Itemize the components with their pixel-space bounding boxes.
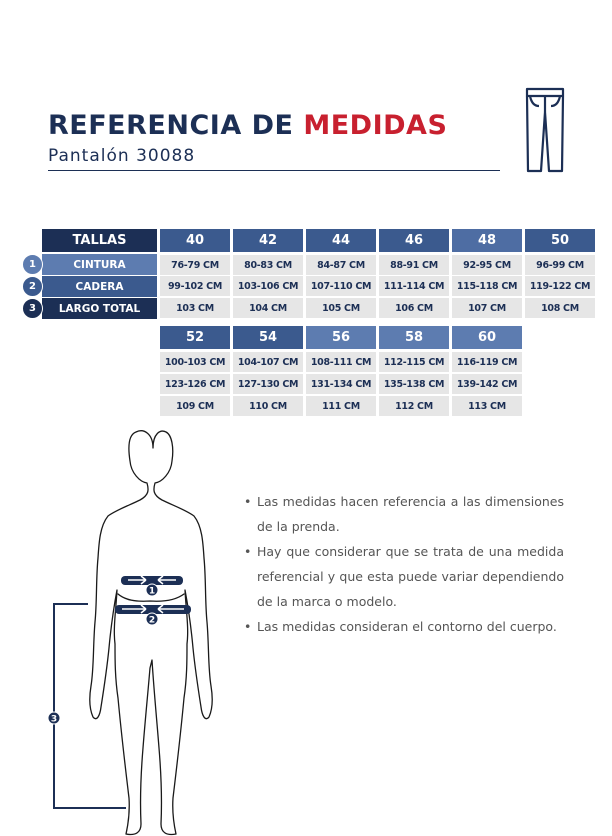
size-cell-cadera: 135-138 CM (379, 374, 449, 394)
size-cell-largo: 108 CM (525, 298, 595, 318)
size-cell-cadera: 119-122 CM (525, 276, 595, 296)
title-part-1: REFERENCIA DE (48, 110, 294, 141)
size-cell-cintura: 100-103 CM (160, 352, 230, 372)
size-header: 58 (379, 326, 449, 349)
size-header: 52 (160, 326, 230, 349)
measurement-notes (244, 489, 564, 639)
size-cell-largo: 107 CM (452, 298, 522, 318)
note-item: • Las medidas consideran el contorno del cuerpo. (244, 619, 557, 634)
size-cell-cadera: 103-106 CM (233, 276, 303, 296)
size-header: 44 (306, 229, 376, 252)
page-subtitle: Pantalón 30088 (48, 146, 196, 166)
size-cell-cadera: 107-110 CM (306, 276, 376, 296)
size-cell-largo: 110 CM (233, 396, 303, 416)
marker-waist-label: 1 (148, 586, 156, 597)
body-outline (90, 431, 213, 835)
size-header: 48 (452, 229, 522, 252)
size-header: 60 (452, 326, 522, 349)
note-item: • Las medidas hacen referencia a las dimensiones de la prenda. (244, 494, 564, 534)
size-header: 46 (379, 229, 449, 252)
size-cell-largo: 105 CM (306, 298, 376, 318)
size-cell-cintura: 84-87 CM (306, 255, 376, 275)
size-header: 54 (233, 326, 303, 349)
row-number-badge: 3 (22, 298, 43, 319)
size-cell-cadera: 139-142 CM (452, 374, 522, 394)
size-cell-largo: 112 CM (379, 396, 449, 416)
note-item: • Hay que considerar que se trata de una medida referencial y que esta puede variar dependiendo de la marca o modelo. (244, 544, 564, 609)
size-cell-cintura: 80-83 CM (233, 255, 303, 275)
size-cell-cadera: 123-126 CM (160, 374, 230, 394)
size-cell-cintura: 92-95 CM (452, 255, 522, 275)
title-divider (48, 170, 500, 171)
size-cell-largo: 104 CM (233, 298, 303, 318)
size-cell-cadera: 111-114 CM (379, 276, 449, 296)
size-cell-cadera: 131-134 CM (306, 374, 376, 394)
size-header: 50 (525, 229, 595, 252)
size-cell-cintura: 88-91 CM (379, 255, 449, 275)
size-cell-cintura: 116-119 CM (452, 352, 522, 372)
size-cell-largo: 109 CM (160, 396, 230, 416)
size-cell-cadera: 127-130 CM (233, 374, 303, 394)
size-cell-cintura: 104-107 CM (233, 352, 303, 372)
marker-length-label: 3 (50, 714, 58, 725)
row-label-cadera: CADERA (42, 276, 157, 297)
size-cell-largo: 111 CM (306, 396, 376, 416)
title-part-2: MEDIDAS (303, 110, 448, 141)
size-header: 40 (160, 229, 230, 252)
size-cell-largo: 113 CM (452, 396, 522, 416)
tallas-header: TALLAS (42, 229, 157, 252)
size-cell-cadera: 115-118 CM (452, 276, 522, 296)
size-cell-largo: 106 CM (379, 298, 449, 318)
body-figure (0, 430, 240, 836)
row-label-largo-total: LARGO TOTAL (42, 298, 157, 319)
size-header: 56 (306, 326, 376, 349)
size-cell-cadera: 99-102 CM (160, 276, 230, 296)
size-cell-cintura: 108-111 CM (306, 352, 376, 372)
marker-hip-label: 2 (148, 615, 156, 626)
size-cell-cintura: 76-79 CM (160, 255, 230, 275)
row-number-badge: 1 (22, 254, 43, 275)
row-label-cintura: CINTURA (42, 254, 157, 275)
size-cell-cintura: 96-99 CM (525, 255, 595, 275)
size-cell-largo: 103 CM (160, 298, 230, 318)
row-number-badge: 2 (22, 276, 43, 297)
size-header: 42 (233, 229, 303, 252)
size-cell-cintura: 112-115 CM (379, 352, 449, 372)
pants-icon (524, 86, 566, 174)
page-title (48, 110, 447, 141)
